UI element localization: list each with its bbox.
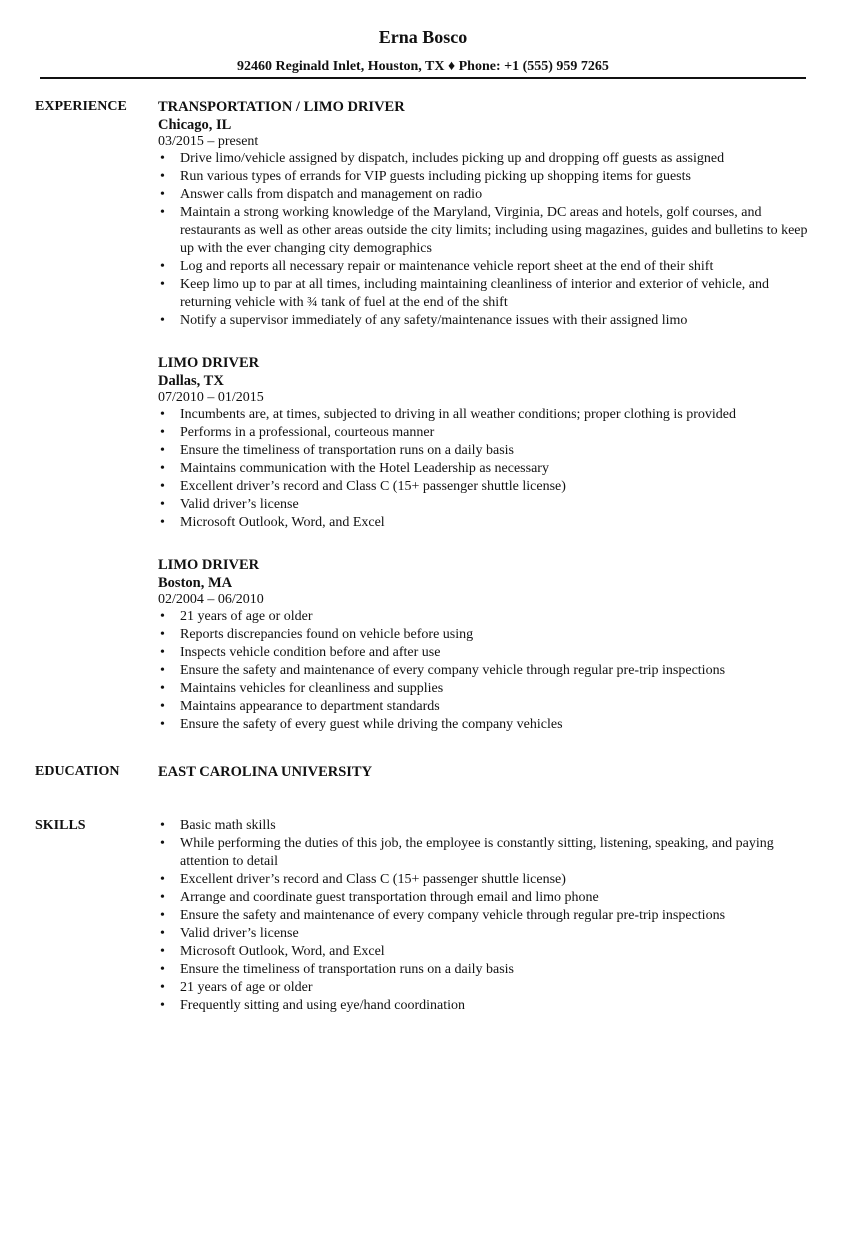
job-bullet-list	[158, 406, 818, 532]
skills-list	[158, 817, 818, 1015]
contact-line: 92460 Reginald Inlet, Houston, TX ♦ Phone: +1 (555) 959 7265	[237, 59, 609, 74]
skills-heading: SKILLS	[35, 818, 86, 833]
list-item: • Drive limo/vehicle assigned by dispatch, includes picking up and dropping off guests as assigned	[158, 150, 818, 168]
list-item: • Keep limo up to par at all times, including maintaining cleanliness of interior and exterior of vehicle, and returning vehicle with ¾ tank of fuel at the end of the shift	[158, 276, 818, 312]
job-location: Boston, MA	[158, 575, 233, 591]
list-item: • Reports discrepancies found on vehicle before using	[158, 626, 818, 644]
list-item: • Run various types of errands for VIP guests including picking up shopping items for guests	[158, 168, 818, 186]
job-location: Chicago, IL	[158, 117, 232, 133]
job-title: LIMO DRIVER	[158, 557, 260, 573]
list-item: • Notify a supervisor immediately of any safety/maintenance issues with their assigned limo	[158, 312, 818, 330]
list-item: • Excellent driver’s record and Class C (15+ passenger shuttle license)	[158, 478, 818, 496]
job-dates: 02/2004 – 06/2010	[158, 592, 264, 607]
job-title: TRANSPORTATION / LIMO DRIVER	[158, 99, 405, 115]
school-name: EAST CAROLINA UNIVERSITY	[158, 764, 373, 780]
list-item: • Ensure the safety and maintenance of every company vehicle through regular pre-trip inspections	[158, 907, 818, 925]
job-title: LIMO DRIVER	[158, 355, 260, 371]
education-heading: EDUCATION	[35, 764, 120, 779]
list-item: • Maintain a strong working knowledge of the Maryland, Virginia, DC areas and hotels, golf courses, and restaurants as well as other areas outside the city limits; including using magazines, guides and bulletins to keep up with the ever changing city demographics	[158, 204, 818, 258]
list-item: • While performing the duties of this job, the employee is constantly sitting, listening, speaking, and paying attention to detail	[158, 835, 818, 871]
list-item: • 21 years of age or older	[158, 979, 818, 997]
job-bullet-list	[158, 608, 818, 734]
job-dates: 03/2015 – present	[158, 134, 259, 149]
list-item: • Log and reports all necessary repair or maintenance vehicle report sheet at the end of their shift	[158, 258, 818, 276]
list-item: • Maintains appearance to department standards	[158, 698, 818, 716]
list-item: • Ensure the timeliness of transportation runs on a daily basis	[158, 442, 818, 460]
header-divider	[40, 77, 806, 79]
list-item: • Frequently sitting and using eye/hand coordination	[158, 997, 818, 1015]
list-item: • Basic math skills	[158, 817, 818, 835]
list-item: • Microsoft Outlook, Word, and Excel	[158, 514, 818, 532]
job-bullet-list	[158, 150, 818, 330]
list-item: • Excellent driver’s record and Class C (15+ passenger shuttle license)	[158, 871, 818, 889]
list-item: • Incumbents are, at times, subjected to driving in all weather conditions; proper clothing is provided	[158, 406, 818, 424]
experience-heading: EXPERIENCE	[35, 99, 127, 114]
candidate-name: Erna Bosco	[378, 27, 468, 47]
experience-entry-1	[158, 98, 818, 330]
list-item: • Maintains vehicles for cleanliness and supplies	[158, 680, 818, 698]
experience-entry-2	[158, 354, 818, 532]
list-item: • Valid driver’s license	[158, 496, 818, 514]
list-item: • Valid driver’s license	[158, 925, 818, 943]
experience-entry-3	[158, 556, 818, 734]
job-dates: 07/2010 – 01/2015	[158, 390, 264, 405]
list-item: • Arrange and coordinate guest transportation through email and limo phone	[158, 889, 818, 907]
job-location: Dallas, TX	[158, 373, 224, 389]
list-item: • Ensure the timeliness of transportation runs on a daily basis	[158, 961, 818, 979]
list-item: • 21 years of age or older	[158, 608, 818, 626]
list-item: • Microsoft Outlook, Word, and Excel	[158, 943, 818, 961]
list-item: • Ensure the safety of every guest while driving the company vehicles	[158, 716, 818, 734]
list-item: • Maintains communication with the Hotel Leadership as necessary	[158, 460, 818, 478]
list-item: • Inspects vehicle condition before and after use	[158, 644, 818, 662]
list-item: • Performs in a professional, courteous manner	[158, 424, 818, 442]
list-item: • Answer calls from dispatch and management on radio	[158, 186, 818, 204]
list-item: • Ensure the safety and maintenance of every company vehicle through regular pre-trip inspections	[158, 662, 818, 680]
